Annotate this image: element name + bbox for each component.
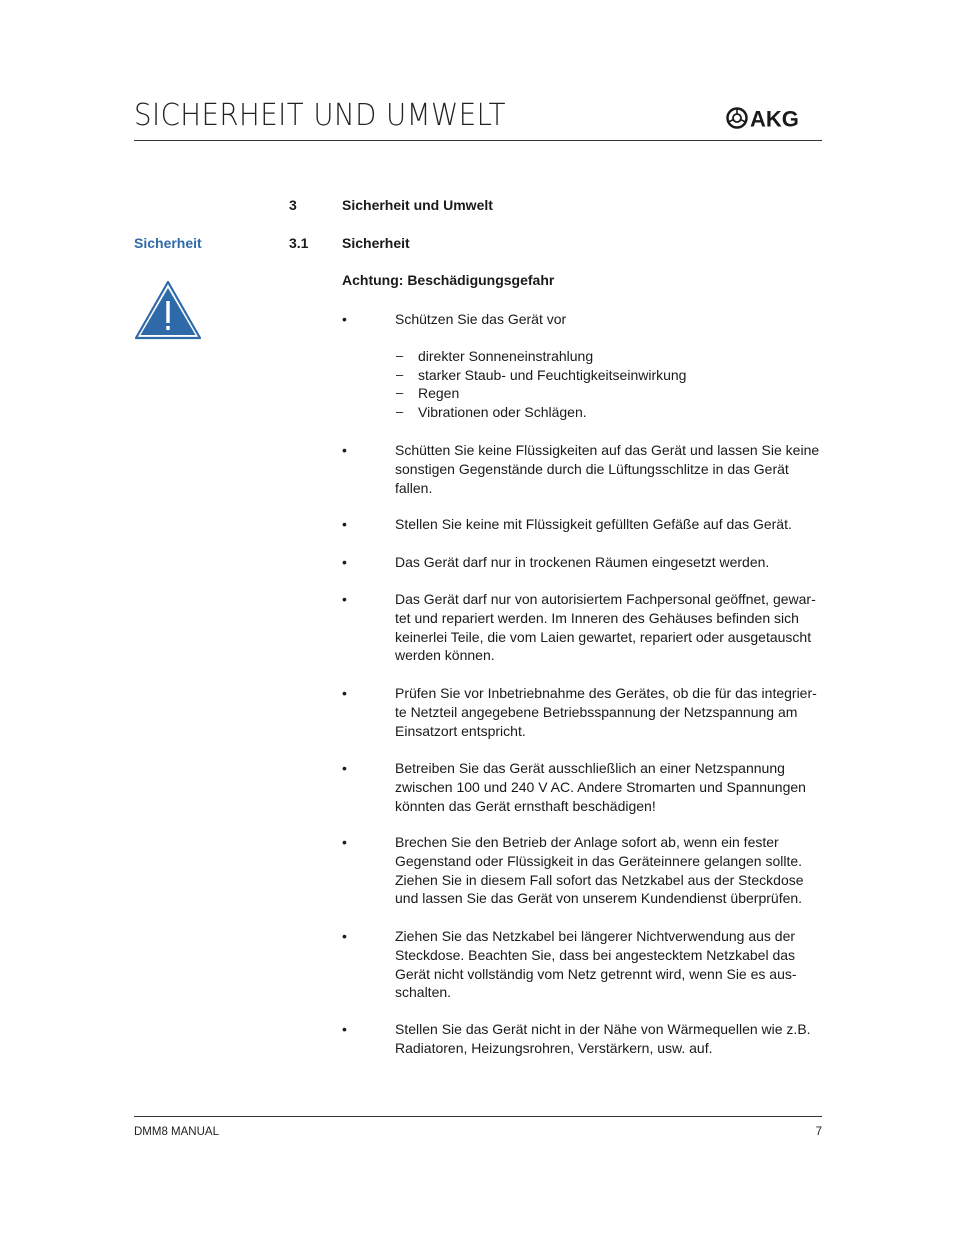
list-item: Schütten Sie keine Flüssigkeiten auf das Gerät und lassen Sie keine sonstigen Gegenstände durch die Lüftungsschlitze in das Gerät fallen.: [395, 442, 820, 496]
dash-icon: –: [396, 348, 404, 363]
footer-manual-name: DMM8 MANUAL: [134, 1126, 219, 1138]
bullet-icon: •: [342, 685, 347, 701]
list-item: Brechen Sie den Betrieb der Anlage sofort ab, wenn ein fester Gegenstand oder Flüssigkeit in das Geräteinnere gelangen sollte. Ziehen Sie in diesem Fall sofort das Netzkabel aus der Steckdose und lassen Sie das Gerät von unserem Kundendienst überprüfen.: [395, 834, 804, 907]
subsection-number: 3.1: [289, 235, 309, 251]
side-label: Sicherheit: [134, 235, 202, 251]
sub-list-item: direkter Sonneneinstrahlung: [418, 348, 594, 364]
akg-logo: [726, 106, 822, 130]
bullet-icon: •: [342, 591, 347, 607]
sub-list-item: starker Staub- und Feuchtigkeitseinwirkung: [418, 367, 687, 383]
page-number: 7: [815, 1126, 822, 1138]
warning-triangle-icon: [134, 280, 202, 340]
page-title: SICHERHEIT UND UMWELT: [134, 98, 506, 133]
logo-text: AKG: [750, 106, 799, 130]
footer-rule: [134, 1116, 822, 1117]
sub-list-item: Regen: [418, 385, 460, 401]
bullet-icon: •: [342, 834, 347, 850]
caution-heading: Achtung: Beschädigungsgefahr: [342, 272, 555, 288]
bullet-icon: •: [342, 554, 347, 570]
dash-icon: –: [396, 385, 404, 400]
section-title: Sicherheit und Umwelt: [342, 197, 493, 213]
bullet-icon: •: [342, 928, 347, 944]
list-item: Das Gerät darf nur in trockenen Räumen eingesetzt werden.: [395, 554, 770, 570]
bullet-icon: •: [342, 1021, 347, 1037]
bullet-icon: •: [342, 311, 347, 327]
list-item: Stellen Sie das Gerät nicht in der Nähe von Wärmequellen wie z.B. Radiatoren, Heizungsrohren, Verstärkern, usw. auf.: [395, 1021, 811, 1056]
dash-icon: –: [396, 404, 404, 419]
list-item: Das Gerät darf nur von autorisiertem Fachpersonal geöffnet, gewar-tet und repariert werden. Im Inneren des Gehäuses befinden sich keinerlei Teile, die vom Laien gewartet, repariert oder ausgetauscht werden können.: [395, 591, 816, 664]
dash-icon: –: [396, 367, 404, 382]
subsection-title: Sicherheit: [342, 235, 410, 251]
list-item: Ziehen Sie das Netzkabel bei längerer Nichtverwendung aus der Steckdose. Beachten Sie, dass bei angestecktem Netzkabel das Gerät nicht vollständig vom Netz getrennt wird, wenn Sie es aus-schalten.: [395, 928, 797, 1001]
list-item: Schützen Sie das Gerät vor: [395, 311, 567, 327]
list-item: Prüfen Sie vor Inbetriebnahme des Gerätes, ob die für das integrier-te Netzteil angegebene Betriebsspannung der Netzspannung am Einsatzort entspricht.: [395, 685, 817, 739]
list-item: Stellen Sie keine mit Flüssigkeit gefüllten Gefäße auf das Gerät.: [395, 516, 792, 532]
bullet-icon: •: [342, 760, 347, 776]
section-number: 3: [289, 197, 297, 213]
header-rule: [134, 140, 822, 141]
bullet-icon: •: [342, 516, 347, 532]
bullet-icon: •: [342, 442, 347, 458]
sub-list-item: Vibrationen oder Schlägen.: [418, 404, 587, 420]
list-item: Betreiben Sie das Gerät ausschließlich an einer Netzspannung zwischen 100 und 240 V AC. Andere Stromarten und Spannungen könnten das Gerät ernsthaft beschädigen!: [395, 760, 806, 814]
